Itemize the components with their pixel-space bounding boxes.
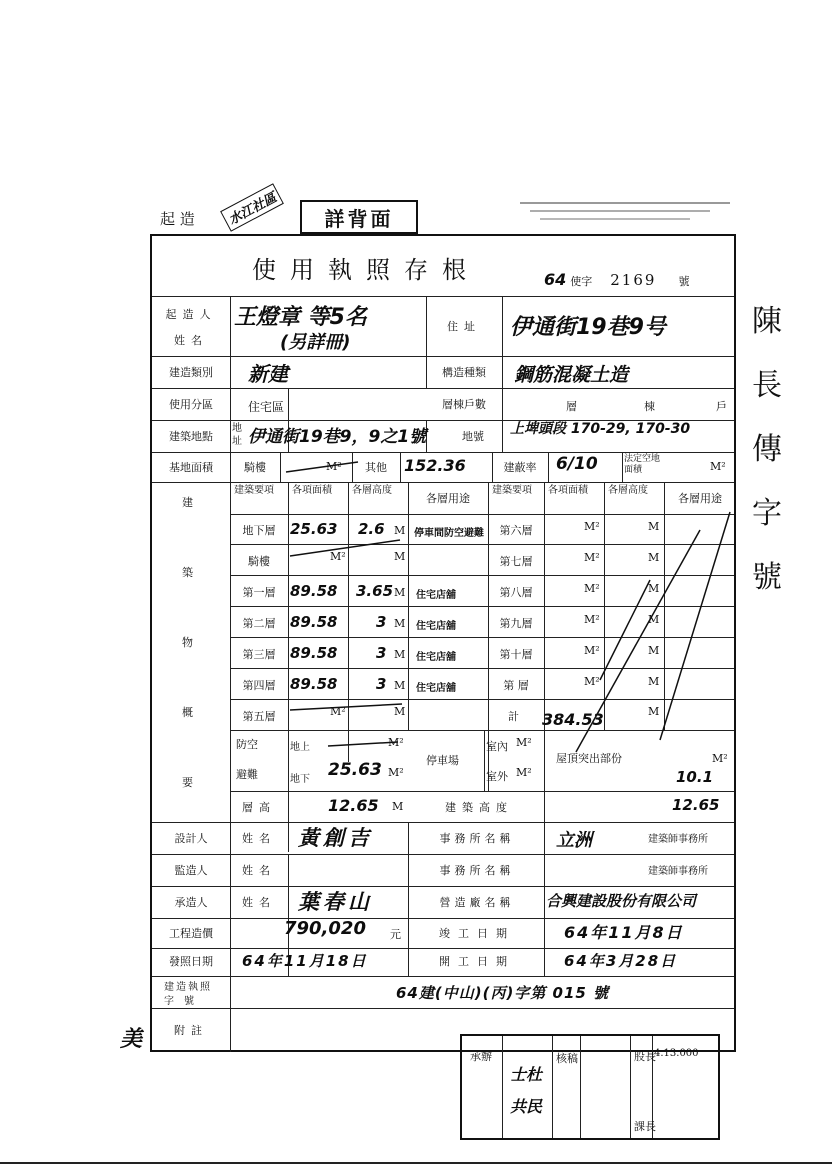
left-row-height: 2.6 (358, 520, 385, 538)
label-floor-height: 層高 (242, 801, 276, 814)
legal-space-unit: M² (710, 460, 726, 473)
left-row-use: 住宅店舖 (416, 621, 456, 632)
label-builder: 起造人 (165, 308, 217, 321)
label-roof: 屋頂突出部份 (556, 752, 622, 765)
right-row-label: 第六層 (499, 524, 533, 537)
left-row-use: 住宅店舖 (416, 683, 456, 694)
label-designer: 設計人 (174, 832, 208, 845)
builder-extra: (另詳冊) (280, 332, 351, 353)
strike-line (660, 512, 730, 740)
label-shelter: 防空 (236, 738, 258, 751)
label-name: 姓名 (242, 896, 276, 909)
label-other: 其他 (365, 461, 387, 474)
height-unit: M (648, 644, 660, 657)
designer-office: 立洲 (556, 830, 592, 851)
height-unit: M (648, 520, 660, 533)
underground-value: 25.63 (328, 760, 382, 780)
col-area: 各項面積 (292, 485, 332, 496)
structure: 鋼筋混凝土造 (514, 364, 629, 386)
origin-prefix: 起 造 (160, 210, 195, 228)
license-num: 2169 (610, 271, 657, 289)
height-unit: M (394, 648, 406, 661)
area-unit: M² (584, 582, 600, 595)
left-row-use: 住宅店舖 (416, 652, 456, 663)
label-indoor: 室內 (486, 740, 508, 753)
label-ground: 地上 (290, 742, 310, 753)
label-address: 住址 (447, 320, 481, 333)
label-site: 建築地點 (169, 430, 213, 443)
margin-mark: 美 (120, 1027, 143, 1052)
height-unit: M (648, 613, 660, 626)
right-row-label: 第十層 (499, 648, 533, 661)
contractor-company: 合興建設股份有限公司 (546, 892, 697, 910)
coverage-value: 6/10 (556, 454, 598, 474)
designer-name: 黃創吉 (298, 826, 373, 850)
left-row-label: 第一層 (242, 586, 276, 599)
contractor-name: 葉春山 (298, 890, 373, 914)
floor-height-value: 12.65 (328, 796, 379, 815)
height-unit: M (394, 550, 406, 563)
label-supervisor: 監造人 (174, 864, 208, 877)
height-unit: M (394, 617, 406, 630)
height-unit: M (394, 679, 406, 692)
label-complete: 竣工日期 (439, 927, 515, 940)
approval-stamp-box (460, 1034, 720, 1140)
area-unit: M² (584, 675, 600, 688)
left-row-height: 3 (376, 644, 387, 662)
lot: 上埤頭段 170-29, 170-30 (510, 421, 691, 437)
area-unit: M² (584, 520, 600, 533)
left-row-use: 停車間防空避難 (414, 528, 484, 539)
left-row-label: 第四層 (242, 679, 276, 692)
label-zone: 使用分區 (169, 398, 213, 411)
height-unit: M (648, 551, 660, 564)
label-builder-name: 姓名 (174, 334, 208, 347)
area-unit: M² (388, 736, 404, 749)
strike-line (328, 742, 398, 746)
left-row-area: 89.58 (290, 675, 338, 693)
strike-line (576, 530, 700, 752)
floor-unit: 層 (566, 400, 577, 413)
right-row-label: 第八層 (499, 586, 533, 599)
left-row-label: 騎樓 (248, 555, 270, 568)
issue-value: 64年11月18日 (242, 952, 368, 970)
right-row-label: 第 層 (503, 679, 529, 692)
building-unit: 棟 (644, 400, 655, 413)
label-name: 姓名 (242, 832, 276, 845)
total-label: 計 (508, 710, 519, 723)
strike-line (290, 540, 400, 556)
label-coverage: 建蔽率 (503, 461, 537, 474)
other-value: 152.36 (404, 456, 466, 475)
label-build-type: 建造類別 (169, 366, 213, 379)
label-start: 開工日期 (439, 955, 515, 968)
license-type: 使字 (570, 275, 593, 288)
complete-value: 64年11月8日 (564, 923, 684, 942)
back-stamp: 詳背面 (300, 200, 418, 234)
page-edge (0, 1162, 832, 1164)
label-underground: 地下 (290, 774, 310, 785)
stamp-a: 士杜 (510, 1065, 543, 1084)
side-stamp: 陳 長 傳 字 號 (752, 304, 782, 595)
label-note: 附註 (174, 1024, 208, 1037)
label-clerk: 承辦 (470, 1050, 492, 1063)
label-name: 姓名 (242, 864, 276, 877)
arcade-unit: M² (326, 460, 342, 473)
area-unit: M² (584, 551, 600, 564)
label-office: 事務所名稱 (439, 864, 515, 877)
label-legal-space: 法定空地面積 (624, 454, 661, 475)
height-unit: M (394, 524, 406, 537)
label-officer: 課長 (634, 1120, 656, 1133)
stamp-date: 4.13.000 (654, 1048, 699, 1059)
height-unit: M (394, 705, 406, 718)
col-items: 建築要項 (234, 485, 274, 496)
label-permit: 建造執照 (164, 982, 212, 993)
site-address: 伊通街19巷9，9之1號 (248, 427, 427, 447)
start-value: 64年3月28日 (564, 952, 678, 970)
label-site-area: 基地面積 (169, 461, 213, 474)
total-value: 384.53 (542, 710, 604, 729)
left-row-height: 3 (376, 613, 387, 631)
height-unit: M (392, 800, 404, 813)
left-row-use: 住宅店舖 (416, 590, 456, 601)
area-unit: M² (330, 550, 346, 563)
cost-unit: 元 (390, 928, 401, 941)
col-area-right: 各項面積 (548, 485, 588, 496)
side-char: 概 (182, 706, 193, 719)
strike-line (290, 704, 402, 710)
area-unit: M² (516, 766, 532, 779)
label-permit-no: 字號 (164, 996, 204, 1007)
cost-value: 790,020 (284, 918, 366, 939)
area-unit: M² (330, 705, 346, 718)
office-suffix: 建築師事務所 (648, 866, 708, 877)
strike-line (286, 462, 358, 472)
area-unit: M² (584, 613, 600, 626)
height-unit: M (648, 582, 660, 595)
right-row-label: 第九層 (499, 617, 533, 630)
left-row-label: 地下層 (242, 524, 276, 537)
area-unit: M² (516, 736, 532, 749)
left-row-label: 第三層 (242, 648, 276, 661)
label-office: 事務所名稱 (439, 832, 515, 845)
left-row-label: 第二層 (242, 617, 276, 630)
license-suffix: 號 (678, 275, 690, 288)
roof-value: 10.1 (676, 768, 714, 786)
col-use-right: 各層用途 (678, 492, 722, 505)
left-row-height: 3.65 (356, 582, 394, 600)
label-evacuation: 避難 (236, 768, 258, 781)
right-row-label: 第七層 (499, 555, 533, 568)
label-parking: 停車場 (426, 754, 459, 767)
left-row-area: 25.63 (290, 520, 338, 538)
label-cost: 工程造價 (169, 927, 213, 940)
label-outdoor: 室外 (486, 770, 508, 783)
household-unit: 戶 (716, 400, 727, 413)
left-row-area: 89.58 (290, 582, 338, 600)
label-contractor: 承造人 (174, 896, 208, 909)
height-unit: M (648, 705, 660, 718)
zone: 住宅區 (248, 400, 285, 414)
permit-value: 64建(中山)(丙)字第 015 號 (396, 984, 610, 1002)
col-items-right: 建築要項 (492, 485, 532, 496)
col-height-right: 各層高度 (608, 485, 648, 496)
side-char: 要 (182, 776, 193, 789)
origin-stamp: 水江社區 (220, 183, 284, 231)
label-section: 股長 (634, 1050, 656, 1063)
label-site-address: 地址 (232, 423, 242, 447)
address: 伊通街19巷9号 (510, 315, 666, 340)
office-suffix: 建築師事務所 (648, 834, 708, 845)
col-use: 各層用途 (426, 492, 470, 505)
left-row-height: 3 (376, 675, 387, 693)
side-char: 建 (182, 496, 193, 509)
left-row-area: 89.58 (290, 613, 338, 631)
label-issue: 發照日期 (169, 955, 213, 968)
area-unit: M² (712, 752, 728, 765)
label-review: 核稿 (556, 1052, 578, 1065)
label-lot: 地號 (462, 430, 484, 443)
label-arcade: 騎樓 (244, 461, 266, 474)
side-char: 物 (182, 636, 193, 649)
area-unit: M² (388, 766, 404, 779)
label-factory: 營造廠名稱 (439, 896, 515, 909)
building-height-value: 12.65 (672, 796, 720, 814)
label-floors-units: 層棟戶數 (442, 398, 486, 411)
side-char: 築 (182, 566, 193, 579)
license-year: 64 (544, 270, 567, 289)
left-row-area: 89.58 (290, 644, 338, 662)
stamp-b: 共民 (510, 1097, 543, 1116)
form-title: 使用執照存根 (252, 256, 480, 284)
label-building-height: 建築高度 (445, 801, 513, 814)
label-structure: 構造種類 (442, 366, 486, 379)
height-unit: M (648, 675, 660, 688)
left-row-label: 第五層 (242, 710, 276, 723)
height-unit: M (394, 586, 406, 599)
col-height: 各層高度 (352, 485, 392, 496)
build-type: 新建 (248, 362, 288, 386)
builder-name: 王燈章 等5名 (234, 305, 367, 330)
area-unit: M² (584, 644, 600, 657)
